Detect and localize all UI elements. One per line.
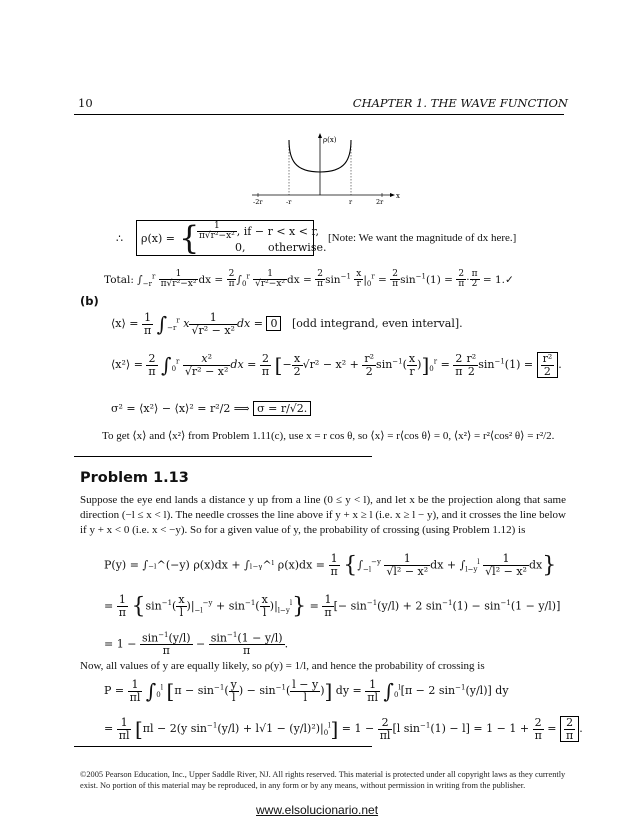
magnitude-note: [Note: We want the magnitude of dx here.]	[328, 232, 517, 244]
page-number: 10	[78, 96, 93, 110]
case1: $\frac{1}{\text{π√r²−x²}}$ , if − r < x < r,	[199, 221, 320, 242]
mean-x2-equation: ⟨x²⟩ = $\frac{2}{\pi}$ $\int_0^r$ $\frac{\text{x²}}{\text{√r² − x²}}$ dx = $\frac{2}{\pi}$ [− $\frac{x}{2}$ √r² − x² + $\frac{\text{r²}}{2}$ $\sin^{-1}$( $\frac{x}{r}$ )]$_0^r$ = $\frac{2}{\pi}$ $\frac{\text{r²}}{2}$ $\sin^{-1}(1)$ = $\frac{\text{r²}}{2}$ .	[111, 352, 562, 378]
eq-p-line1: P(y) = ∫₋ₗ^(−y) ρ(x)dx + ∫ₗ₋ᵧ^ˡ ρ(x)dx =	[104, 558, 325, 572]
section-rule-top	[74, 456, 372, 457]
tick-label-neg-2r: -2r	[253, 198, 263, 206]
tick-label-neg-r: -r	[286, 198, 292, 206]
sigma-line	[111, 402, 311, 415]
total-result: = 1.✓	[482, 273, 514, 286]
mean-x2-lhs: ⟨x²⟩ =	[111, 358, 143, 372]
chapter-title: CHAPTER 1. THE WAVE FUNCTION	[352, 96, 568, 110]
rho-lhs: ρ(x) =	[141, 232, 175, 245]
brace: {	[179, 219, 200, 257]
probability-equation-3: = 1 − $\frac{\sin^{-1}(y/l)}{\pi}$ − $\frac{\sin^{-1}(1 - y/l)}{\pi}$ .	[104, 631, 289, 658]
total-probability-equation-1: P = $\frac{1}{\pi l}$ $\int_0^l$ [$\pi - \sin^{-1}$( $\frac{y}{l}$ ) − $\sin^{-1}$( $\frac{l - y}{l}$ )] dy = $\frac{1}{\pi l}$ $\int_0^l[\pi - 2$ $\sin^{-1}(y/l)$] dy	[104, 678, 509, 704]
part-b-label: (b)	[80, 294, 99, 308]
tick-label-r: r	[349, 198, 353, 206]
case2-condition: otherwise.	[268, 241, 327, 254]
mean-x-lhs: ⟨x⟩ =	[111, 317, 139, 331]
tick-label-2r: 2r	[376, 198, 384, 206]
y-axis-label: ρ(x)	[323, 136, 337, 144]
sigma-equation: σ² = ⟨x²⟩ − ⟨x⟩² = r²/2 ⟹	[111, 402, 250, 415]
problem-paragraph-2: Now, all values of y are equally likely, so ρ(y) = 1/l, and hence the probability of crossing is	[80, 660, 485, 672]
case2-value: 0,	[235, 241, 246, 254]
x-axis-label: x	[396, 192, 400, 200]
therefore-symbol: ∴	[116, 232, 123, 245]
mean-x-equation: ⟨x⟩ = $\frac{1}{\pi}$ $\int_{-r}^r$ x $\frac{1}{\text{√r² − x²}}$ dx = 0 [odd integrand, even interval].	[111, 311, 463, 337]
problem-paragraph-1: Suppose the eye end lands a distance y up from a line (0 ≤ y < l), and let x be the projection along that same direction (−l ≤ x < l). The needle crosses the line above if y + x ≥ l (i.e. x ≥ l − y), and it crosses the line below if y + x < 0 (i.e. x < −y). So for a given value of y, the probability of crossing (using Problem 1.12) is	[80, 494, 566, 536]
to-get-line: To get ⟨x⟩ and ⟨x²⟩ from Problem 1.11(c), use x = r cos θ, so ⟨x⟩ = r⟨cos θ⟩ = 0, ⟨x²⟩ = r²⟨cos² θ⟩ = r²/2.	[102, 430, 555, 442]
x-axis-arrow	[390, 193, 395, 197]
probability-equation-1: P(y) = ∫₋ₗ^(−y) ρ(x)dx + ∫ₗ₋ᵧ^ˡ ρ(x)dx = $\frac{1}{\pi}$ {$\int_{-l}^{-y}$ $\frac{1}{\text{√l² − x²}}$ dx + $\int_{l-y}^l$ $\frac{1}{\text{√l² − x²}}$ dx}	[104, 552, 557, 578]
header-rule	[74, 114, 564, 115]
case1-condition: , if − r < x < r,	[236, 224, 320, 238]
density-plot	[250, 130, 400, 208]
rho-definition-box	[136, 219, 327, 257]
sigma-result-box: σ = r/√2.	[253, 401, 311, 416]
y-axis-arrow	[318, 133, 322, 138]
eq-p-line3: = 1 −	[104, 637, 137, 651]
source-url-link[interactable]: www.elsolucionario.net	[256, 803, 379, 817]
total-probability-equation-2: = $\frac{1}{\pi l}$ [πl − 2(y $\sin^{-1}(y/l) + l√1 - (y/l)^2)|_0^l] = 1$ − $\frac{2}{\pi l}$ [l $\sin^{-1}(1) - l] = 1 - 1$ + $\frac{2}{\pi}$ = $\frac{2}{\pi}$ .	[104, 716, 583, 742]
total-line: Total: $\int_{-r}^r$ $\frac{1}{\text{π√r²−x²}}$ dx = $\frac{2}{\pi}$ $\int_0^r$ $\frac{1}{\text{√r²−x²}}$ dx = $\frac{2}{\pi}$ $\sin^{-1}$ $\frac{x}{r}$ $|_0^r$ = $\frac{2}{\pi}$ $\sin^{-1}(1)$ = $\frac{2}{\pi}$ · $\frac{\pi}{2}$ = 1.✓	[104, 269, 514, 290]
mean-x-result: 0	[266, 316, 281, 331]
mean-x-note: [odd integrand, even interval].	[291, 317, 463, 331]
probability-equation-2: = $\frac{1}{\pi}$ {$\sin^{-1}$( $\frac{x}{l}$ )$|_{-l}^{-y} + \sin^{-1}$( $\frac{x}{l}$ )$|_{l-y}^l$} = $\frac{1}{\pi}$ [− $\sin^{-1}(y/l) + 2$ $\sin^{-1}(1) - \sin^{-1}(1 - y/l)$]	[104, 593, 561, 619]
final-answer-box: $\frac{2}{\pi}$	[560, 716, 579, 742]
total-label: Total:	[104, 273, 134, 286]
copyright-notice: ©2005 Pearson Education, Inc., Upper Saddle River, NJ. All rights reserved. This material is protected under all copyright laws as they currently exist. No portion of this material may be reproduced, in any form or by any means, without permission in writing from the publisher.	[80, 770, 566, 791]
problem-title: Problem 1.13	[80, 470, 189, 486]
section-rule-bottom	[74, 746, 372, 747]
